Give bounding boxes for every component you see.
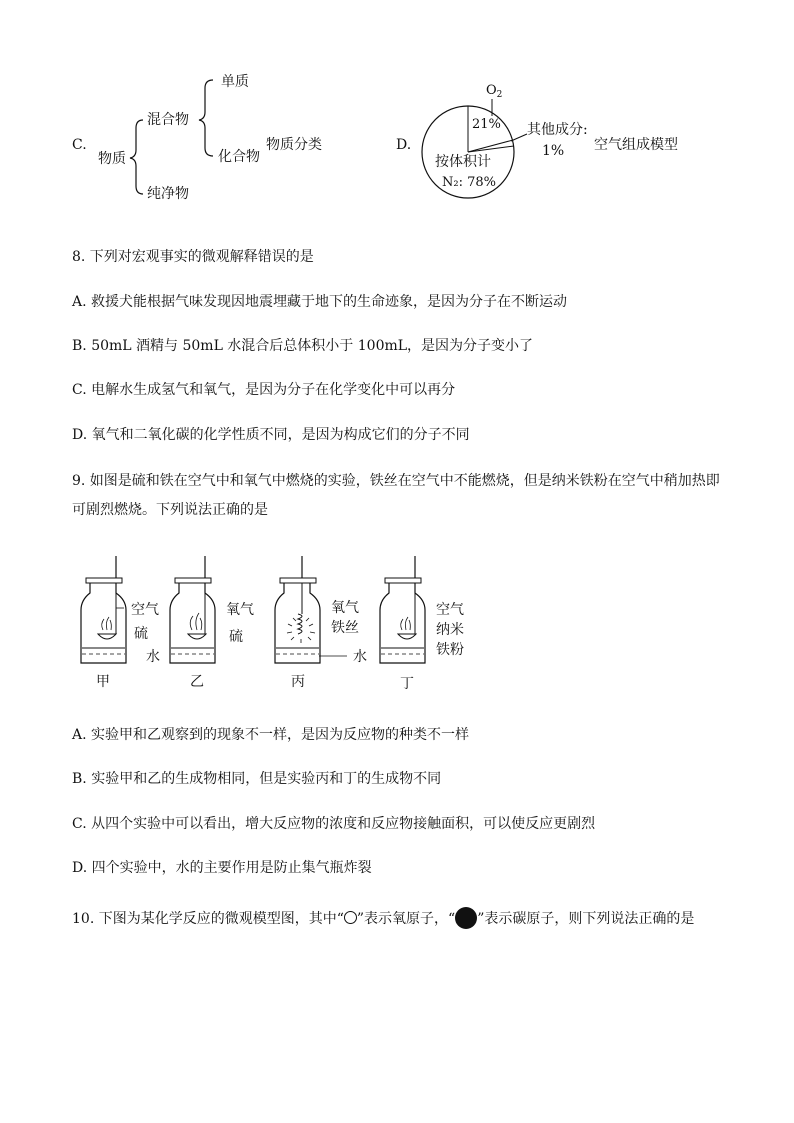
ding-solid-label-2: 铁粉 xyxy=(436,642,464,658)
yi-solid-label: 硫 xyxy=(229,629,243,645)
q10-stem xyxy=(72,907,694,929)
q9-option-c: C. 从四个实验中可以看出，增大反应物的浓度和反应物接触面积，可以使反应更剧烈 xyxy=(72,816,596,832)
pie-basis-label: 按体积计 xyxy=(435,154,491,170)
q8-option-a: A. 救援犬能根据气味发现因地震埋藏于地下的生命迹象，是因为分子在不断运动 xyxy=(72,294,568,310)
tree-root-matter: 物质 xyxy=(98,151,126,167)
brace-small xyxy=(199,80,213,156)
bottle-jia xyxy=(81,556,126,663)
jia-solid-label: 硫 xyxy=(134,626,148,642)
q10-stem-part-3: ”表示碳原子，则下列说法正确的是 xyxy=(477,911,695,927)
tree-caption: 物质分类 xyxy=(266,137,322,153)
combustion-experiment-figure xyxy=(0,548,794,698)
other-components-percent: 1% xyxy=(542,143,565,159)
other-leader-line xyxy=(511,134,527,141)
q10-stem-part-2: ”表示氧原子，“ xyxy=(356,911,456,927)
carbon-atom-icon xyxy=(455,907,477,929)
o2-label: $O_2$ xyxy=(486,83,503,100)
q9-stem-line2: 可剧烈燃烧。下列说法正确的是 xyxy=(72,502,268,518)
q9-option-d: D. 四个实验中，水的主要作用是防止集气瓶炸裂 xyxy=(72,860,372,876)
oxygen-atom-icon xyxy=(344,911,357,924)
q8-stem: 8. 下列对宏观事实的微观解释错误的是 xyxy=(72,249,314,265)
q8-option-b: B. 50mL 酒精与 50mL 水混合后总体积小于 100mL，是因为分子变小了 xyxy=(72,338,534,354)
bing-solid-label: 铁丝 xyxy=(331,620,359,636)
q10-stem-part-1: 10. 下图为某化学反应的微观模型图，其中“ xyxy=(72,911,344,927)
n2-percent: N₂: 78% xyxy=(442,175,496,190)
bing-bottle-name: 丙 xyxy=(291,674,305,690)
q9-option-a: A. 实验甲和乙观察到的现象不一样，是因为反应物的种类不一样 xyxy=(72,727,470,743)
air-composition-pie xyxy=(410,78,610,218)
tree-node-pure: 纯净物 xyxy=(147,186,189,202)
q8-option-d: D. 氧气和二氧化碳的化学性质不同，是因为构成它们的分子不同 xyxy=(72,427,470,443)
brace-large xyxy=(130,120,143,194)
pie-caption: 空气组成模型 xyxy=(594,137,678,153)
pie-divider-o2 xyxy=(468,140,513,152)
tree-node-compound: 化合物 xyxy=(218,149,260,165)
ding-gas-label: 空气 xyxy=(436,602,464,618)
pie-divider-other xyxy=(468,146,514,152)
o2-percent: 21% xyxy=(472,117,501,132)
classification-braces xyxy=(0,0,794,220)
bing-gas-label: 氧气 xyxy=(331,600,359,616)
jia-gas-label: 空气 xyxy=(131,602,159,618)
option-c-label: C. xyxy=(72,137,87,153)
bing-water-label: 水 xyxy=(353,649,367,665)
q9-stem-line1: 9. 如图是硫和铁在空气中和氧气中燃烧的实验，铁丝在空气中不能燃烧，但是纳米铁粉在空气中稍加热即 xyxy=(72,473,720,489)
tree-node-element: 单质 xyxy=(221,74,249,90)
ding-bottle-name: 丁 xyxy=(400,676,414,692)
bottle-ding xyxy=(380,556,425,663)
yi-bottle-name: 乙 xyxy=(190,674,204,690)
q9-option-b: B. 实验甲和乙的生成物相同，但是实验丙和丁的生成物不同 xyxy=(72,771,442,787)
ding-solid-label-1: 纳米 xyxy=(436,622,464,638)
jia-water-label: 水 xyxy=(146,649,160,665)
option-d-label: D. xyxy=(396,137,412,153)
other-components-label: 其他成分: xyxy=(527,122,588,138)
jia-bottle-name: 甲 xyxy=(96,674,110,690)
bottle-yi xyxy=(170,556,215,663)
tree-node-mixture: 混合物 xyxy=(147,112,189,128)
q8-option-c: C. 电解水生成氢气和氧气，是因为分子在化学变化中可以再分 xyxy=(72,382,456,398)
yi-gas-label: 氧气 xyxy=(226,602,254,618)
